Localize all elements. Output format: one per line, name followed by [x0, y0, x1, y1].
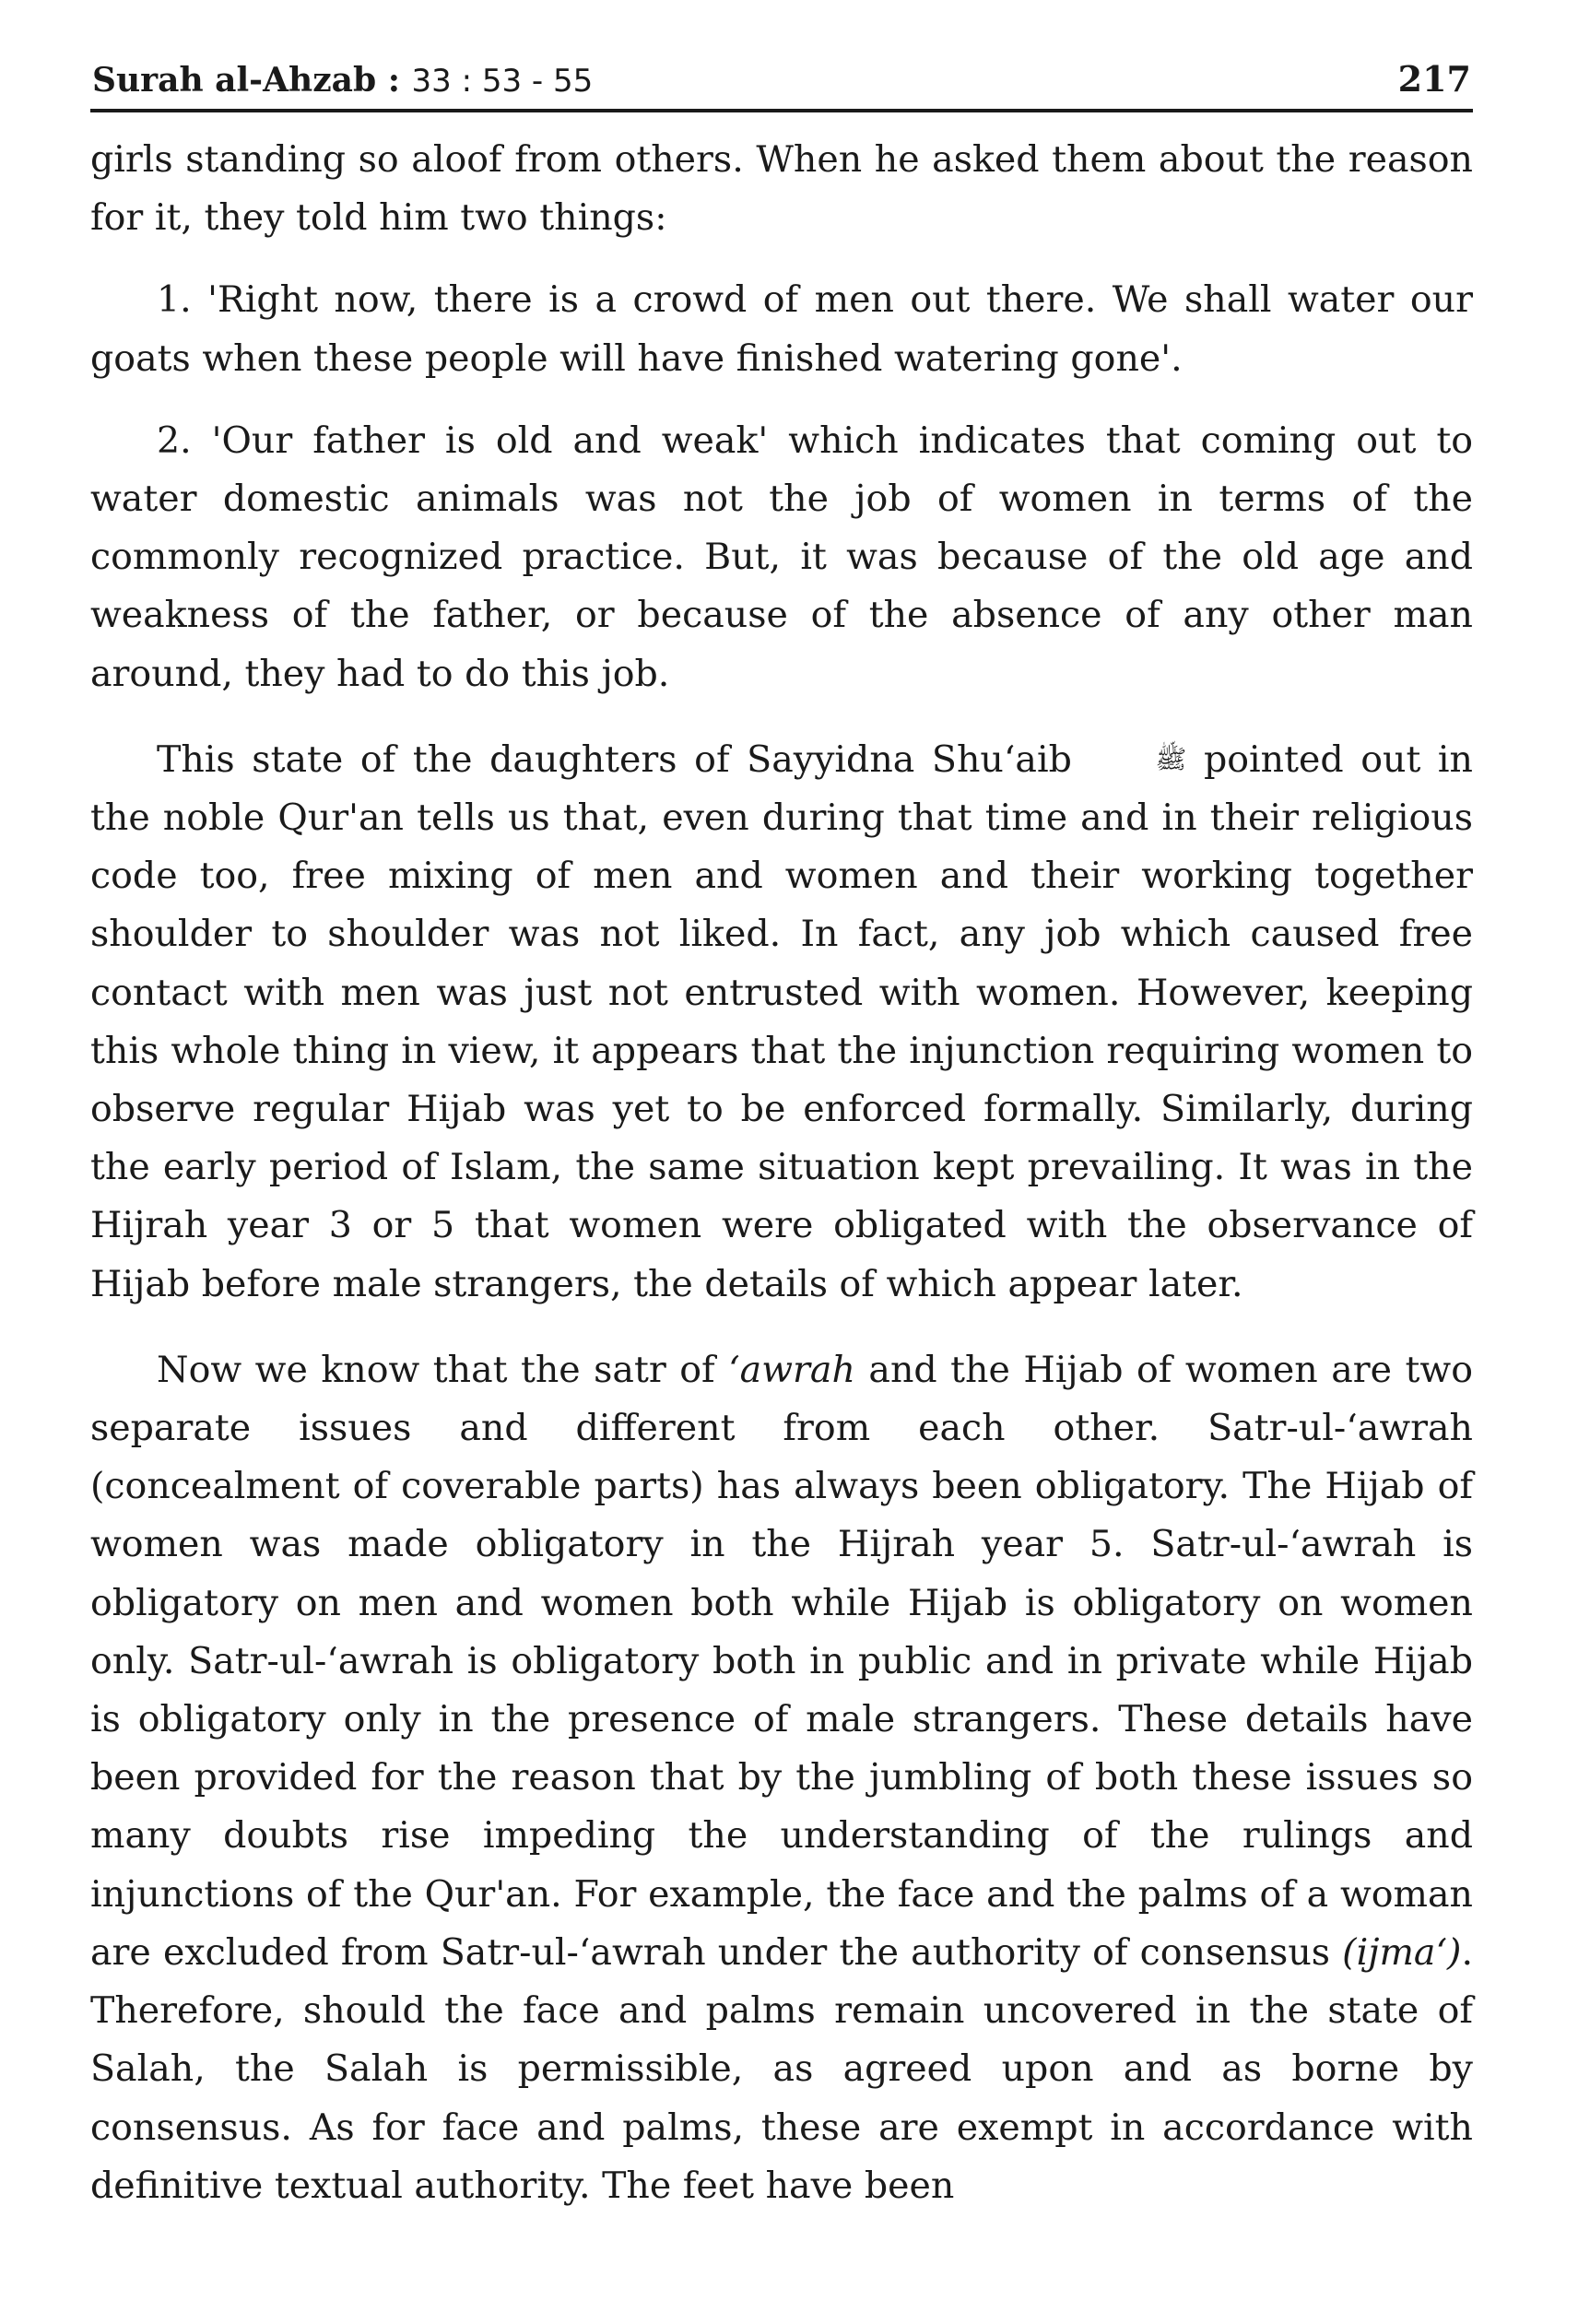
paragraph-satr-text-a: Now we know that the satr of	[157, 1348, 729, 1391]
term-ijma: (ijma‘)	[1342, 1930, 1462, 1974]
verse-reference: 33 : 53 - 55	[411, 63, 594, 100]
page-number: 217	[1397, 58, 1471, 100]
running-header	[90, 46, 1473, 112]
paragraph-satr-hijab	[90, 1341, 1473, 2215]
paragraph-point-2: 2. 'Our father is old and weak' which indicates that coming out to water domestic animals was not the job of women in terms of the commonly recognized practice. But, it was because of the old age and weakness of the father, or because of the absence of any other man around, they had to do this job.	[90, 419, 1473, 695]
honorific-glyph: ﷺ	[1155, 743, 1187, 774]
paragraph-shuaib	[90, 731, 1473, 1314]
paragraph-satr-text-c: . Therefore, should the face and palms remain uncovered in the state of Salah, the Salah is permissible, as agreed upon and as borne by consensus. As for face and palms, these are exempt in accordance with definitive textual authority. The feet have been	[90, 1930, 1473, 2207]
paragraph-satr-text-b: and the Hijab of women are two separate issues and different from each other. Satr-ul-‘awrah (concealment of coverable parts) has always been obligatory. The Hijab of women was made obligatory in the Hijrah year 5. Satr-ul-‘awrah is obligatory on men and women both while Hijab is obligatory on women only. Satr-ul-‘awrah is obligatory both in public and in private while Hijab is obligatory only in the presence of male strangers. These details have been provided for the reason that by the jumbling of both these issues so many doubts rise impeding the understanding of the rulings and injunctions of the Qur'an. For example, the face and the palms of a woman are excluded from Satr-ul-‘awrah under the authority of consensus	[90, 1348, 1473, 1974]
chapter-reference	[92, 61, 593, 100]
paragraph-point-1: 1. 'Right now, there is a crowd of men out there. We shall water our goats when these people will have finished watering gone'.	[90, 278, 1473, 380]
surah-title: Surah al-Ahzab	[92, 61, 377, 100]
book-page	[90, 46, 1473, 2215]
term-awrah: ‘awrah	[728, 1348, 855, 1391]
body-text	[90, 131, 1473, 2215]
title-separator: :	[376, 61, 412, 100]
paragraph-shuaib-text-b: pointed out in the noble Qur'an tells us that, even during that time and in their religious code too, free mixing of men and women and their working together shoulder to shoulder was not liked. In fact, any job which caused free contact with men was just not entrusted with women. However, keeping this whole thing in view, it appears that the injunction requiring women to observe regular Hijab was yet to be enforced formally. Similarly, during the early period of Islam, the same situation kept prevailing. It was in the Hijrah year 3 or 5 that women were obligated with the observance of Hijab before male strangers, the details of which appear later.	[90, 737, 1473, 1305]
paragraph-shuaib-text-a: This state of the daughters of Sayyidna Shu‘aib	[157, 737, 1072, 781]
paragraph-continuation: girls standing so aloof from others. When he asked them about the reason for it, they told him two things:	[90, 138, 1473, 240]
